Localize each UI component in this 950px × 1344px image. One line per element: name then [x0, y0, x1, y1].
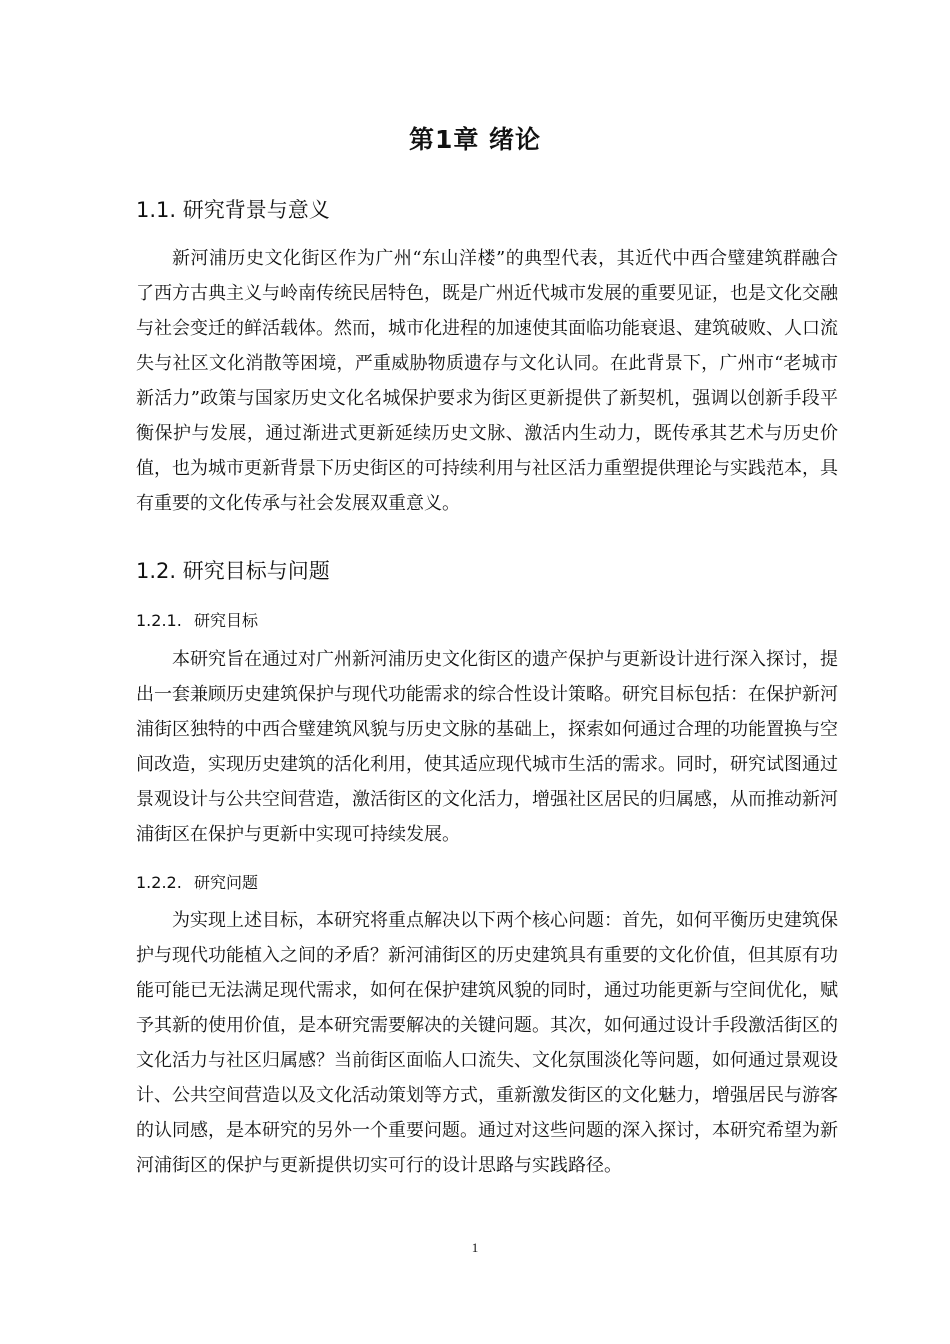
subsection-1-2-2-paragraph: 为实现上述目标，本研究将重点解决以下两个核心问题：首先，如何平衡历史建筑保护与现代功能植入之间的矛盾？新河浦街区的历史建筑具有重要的文化价值，但其原有功能可能已无法满足现代需求，如何在保护建筑风貌的同时，通过功能更新与空间优化，赋予其新的使用价值，是本研究需要解决的关键问题。其次，如何通过设计手段激活街区的文化活力与社区归属感？当前街区面临人口流失、文化氛围淡化等问题，如何通过景观设计、公共空间营造以及文化活动策划等方式，重新激发街区的文化魅力，增强居民与游客的认同感，是本研究的另外一个重要问题。通过对这些问题的深入探讨，本研究希望为新河浦街区的保护与更新提供切实可行的设计思路与实践路径。 — [136, 910, 838, 1176]
subsection-number: 1.2.2. — [136, 873, 182, 892]
section-heading-1-2: 1.2. 研究目标与问题 — [136, 559, 330, 583]
subsection-number: 1.2.1. — [136, 611, 182, 630]
page-number: 1 — [471, 1240, 479, 1255]
subsection-1-2-1-paragraph: 本研究旨在通过对广州新河浦历史文化街区的遗产保护与更新设计进行深入探讨，提出一套兼顾历史建筑保护与现代功能需求的综合性设计策略。研究目标包括：在保护新河浦街区独特的中西合璧建筑风貌与历史文脉的基础上，探索如何通过合理的功能置换与空间改造，实现历史建筑的活化利用，使其适应现代城市生活的需求。同时，研究试图通过景观设计与公共空间营造，激活街区的文化活力，增强社区居民的归属感，从而推动新河浦街区在保护与更新中实现可持续发展。 — [136, 649, 838, 845]
subsection-heading-1-2-1 — [136, 608, 258, 631]
chapter-title: 第1章 绪论 — [408, 125, 542, 154]
subsection-title: 研究问题 — [194, 873, 259, 892]
section-heading-1-1: 1.1. 研究背景与意义 — [136, 198, 330, 222]
section-1-1-paragraph: 新河浦历史文化街区作为广州“东山洋楼”的典型代表，其近代中西合璧建筑群融合了西方古典主义与岭南传统民居特色，既是广州近代城市发展的重要见证，也是文化交融与社会变迁的鲜活载体。然而，城市化进程的加速使其面临功能衰退、建筑破败、人口流失与社区文化消散等困境，严重威胁物质遗存与文化认同。在此背景下，广州市“老城市新活力”政策与国家历史文化名城保护要求为街区更新提供了新契机，强调以创新手段平衡保护与发展，通过渐进式更新延续历史文脉、激活内生动力，既传承其艺术与历史价值，也为城市更新背景下历史街区的可持续利用与社区活力重塑提供理论与实践范本，具有重要的文化传承与社会发展双重意义。 — [136, 248, 838, 514]
subsection-title: 研究目标 — [194, 611, 259, 630]
subsection-heading-1-2-2 — [136, 870, 258, 893]
